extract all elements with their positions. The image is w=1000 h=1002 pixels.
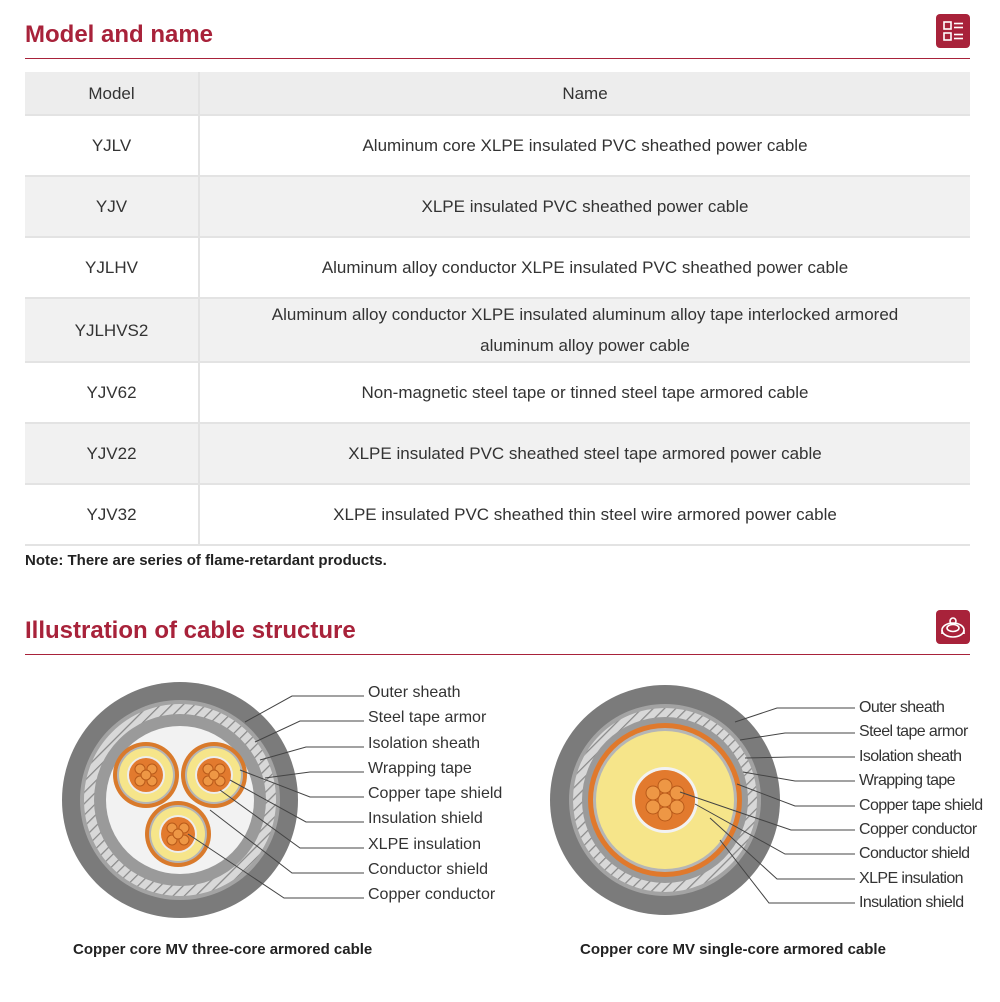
table-row	[25, 362, 970, 423]
model-section-title: Model and name	[25, 21, 214, 48]
list-icon	[936, 14, 970, 48]
model-cell: YJV22	[25, 423, 199, 484]
layer-label: Copper tape shield	[859, 796, 983, 814]
model-cell: YJLV	[25, 115, 199, 176]
layer-label: Isolation sheath	[859, 747, 962, 765]
table-header-row	[25, 72, 970, 115]
name-cell-text: Aluminum alloy conductor XLPE insulated aluminum alloy tape interlocked armored aluminum alloy power cable	[271, 305, 899, 355]
layer-label: Outer sheath	[368, 684, 461, 701]
header-model: Model	[25, 72, 199, 115]
layer-label: Insulation shield	[368, 810, 483, 828]
three-core-caption: Copper core MV three-core armored cable	[73, 941, 373, 958]
header-name: Name	[199, 72, 970, 115]
name-cell: Aluminum alloy conductor XLPE insulated PVC sheathed power cable	[321, 258, 849, 277]
table-row	[25, 298, 970, 362]
flame-retardant-note: Note: There are series of flame-retardant products.	[25, 552, 387, 569]
layer-label: Wrapping tape	[368, 759, 472, 777]
name-cell: XLPE insulated PVC sheathed steel tape armored power cable	[199, 423, 970, 484]
table-row	[25, 237, 970, 298]
single-core-caption: Copper core MV single-core armored cable	[580, 941, 886, 958]
model-cell: YJLHV	[25, 237, 199, 298]
layer-label: XLPE insulation	[368, 835, 481, 853]
model-section-header	[25, 19, 970, 59]
layer-label: Steel tape armor	[368, 709, 487, 727]
layer-label: Wrapping tape	[859, 772, 955, 790]
model-cell: YJLHVS2	[25, 298, 199, 362]
name-cell: Non-magnetic steel tape or tinned steel tape armored cable	[361, 383, 809, 402]
name-cell: Aluminum core XLPE insulated PVC sheathed power cable	[362, 136, 808, 155]
layer-label: Isolation sheath	[368, 734, 481, 752]
model-name-table	[25, 72, 970, 546]
three-core-labels	[368, 680, 502, 908]
model-cell: YJV32	[25, 484, 199, 545]
layer-label: Copper conductor	[368, 886, 496, 904]
layer-label: Conductor shield	[368, 861, 489, 879]
layer-label: Copper conductor	[859, 820, 977, 838]
table-row	[25, 115, 970, 176]
table-row	[25, 484, 970, 545]
three-core-diagram	[60, 680, 520, 920]
cable-cross-section-icon	[936, 610, 970, 644]
single-core-diagram	[545, 680, 985, 920]
layer-label: Insulation shield	[859, 894, 964, 912]
structure-section-title: Illustration of cable structure	[25, 617, 356, 644]
name-cell	[199, 298, 970, 362]
layer-label: XLPE insulation	[859, 869, 963, 887]
model-cell: YJV62	[25, 362, 199, 423]
table-row	[25, 423, 970, 484]
name-cell: XLPE insulated PVC sheathed power cable	[199, 176, 970, 237]
structure-section-header	[25, 615, 970, 655]
single-core-labels	[859, 696, 983, 916]
layer-label: Conductor shield	[859, 845, 970, 863]
layer-label: Steel tape armor	[859, 723, 968, 741]
layer-label: Copper tape shield	[368, 785, 503, 803]
name-cell: XLPE insulated PVC sheathed thin steel wire armored power cable	[333, 505, 837, 524]
model-cell: YJV	[25, 176, 199, 237]
layer-label: Outer sheath	[859, 699, 945, 716]
table-row	[25, 176, 970, 237]
